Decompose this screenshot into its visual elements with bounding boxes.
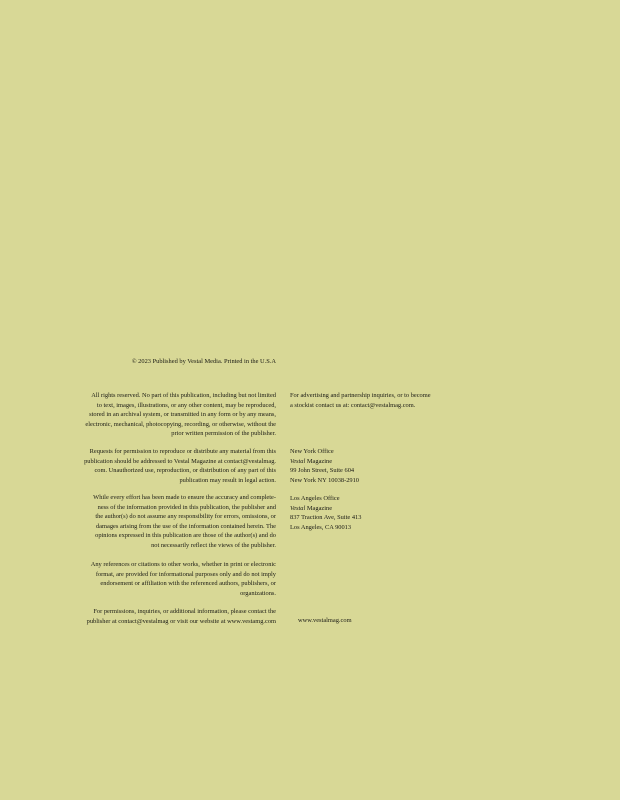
text-line: opinions expressed in this publication are those of the author(s) and do	[95, 532, 276, 540]
text-line: publication may result in legal action.	[179, 476, 276, 484]
text-line: a stockist contact us at: contact@vestalmag.com.	[290, 401, 416, 409]
magazine-rest: Magazine	[305, 457, 333, 465]
office-title: Los Angeles Office	[290, 495, 340, 502]
street-address: 837 Traction Ave, Suite 413	[290, 514, 362, 522]
text-line: com. Unauthorized use, reproduction, or distribution of any part of this	[94, 467, 276, 475]
text-line: publication should be addressed to Vestal Magazine at contact@vestalmag.	[84, 457, 276, 465]
text-line: While every effort has been made to ensure the accuracy and complete-	[93, 494, 276, 501]
new-york-office-address	[290, 447, 490, 485]
text-line: For advertising and partnership inquiries, or to become	[290, 392, 431, 399]
text-line: format, are provided for informational purposes only and do not imply	[95, 570, 276, 578]
text-line: damages arising from the use of the information contained herein. The	[95, 522, 276, 530]
text-line: All rights reserved. No part of this publication, including but not limited	[91, 392, 276, 399]
office-title: New York Office	[290, 448, 334, 455]
rights-reserved-paragraph	[40, 391, 276, 439]
street-address: 99 John Street, Suite 604	[290, 467, 355, 475]
text-line: endorsement or affiliation with the referenced authors, publishers, or	[100, 580, 276, 588]
advertising-paragraph	[290, 391, 490, 410]
text-line: publisher at contact@vestalmag or visit our website at www.vestamg.com	[86, 617, 276, 625]
magazine-italic: Vestal	[290, 457, 306, 465]
city-address: New York NY 10038-2910	[290, 476, 359, 484]
magazine-rest: Magazine	[305, 504, 333, 512]
los-angeles-office-address	[290, 494, 490, 532]
text-line: electronic, mechanical, photocopying, recording, or otherwise, without the	[85, 420, 276, 428]
copyright-line: © 2023 Published by Vestal Media. Printed in the U.S.A	[131, 358, 276, 365]
text-line: Requests for permission to reproduce or distribute any material from this	[89, 448, 276, 455]
magazine-italic: Vestal	[290, 504, 306, 512]
city-address: Los Angeles, CA 90013	[290, 523, 352, 531]
disclaimer-paragraph	[40, 493, 276, 551]
text-line: For permissions, inquiries, or additional information, please contact the	[93, 608, 276, 615]
permission-request-paragraph	[40, 447, 276, 485]
text-line: to text, images, illustrations, or any other content, may be reproduced,	[96, 401, 276, 409]
text-line: the author(s) do not assume any responsibility for errors, omissions, or	[95, 513, 276, 521]
text-line: organizations.	[240, 589, 276, 597]
text-line: not necessarily reflect the views of the publisher.	[151, 541, 276, 549]
text-line: prior written permission of the publisher.	[171, 430, 276, 438]
magazine-name	[290, 457, 490, 467]
text-line: stored in an archival system, or transmitted in any form or by any means,	[89, 411, 276, 419]
text-line: Any references or citations to other works, whether in print or electronic	[90, 561, 276, 568]
text-line: ness of the information provided in this publication, the publisher and	[97, 503, 276, 511]
references-paragraph	[40, 560, 276, 598]
magazine-name	[290, 504, 490, 514]
contact-paragraph	[40, 607, 276, 626]
website-link[interactable]: www.vestalmag.com	[298, 617, 352, 624]
